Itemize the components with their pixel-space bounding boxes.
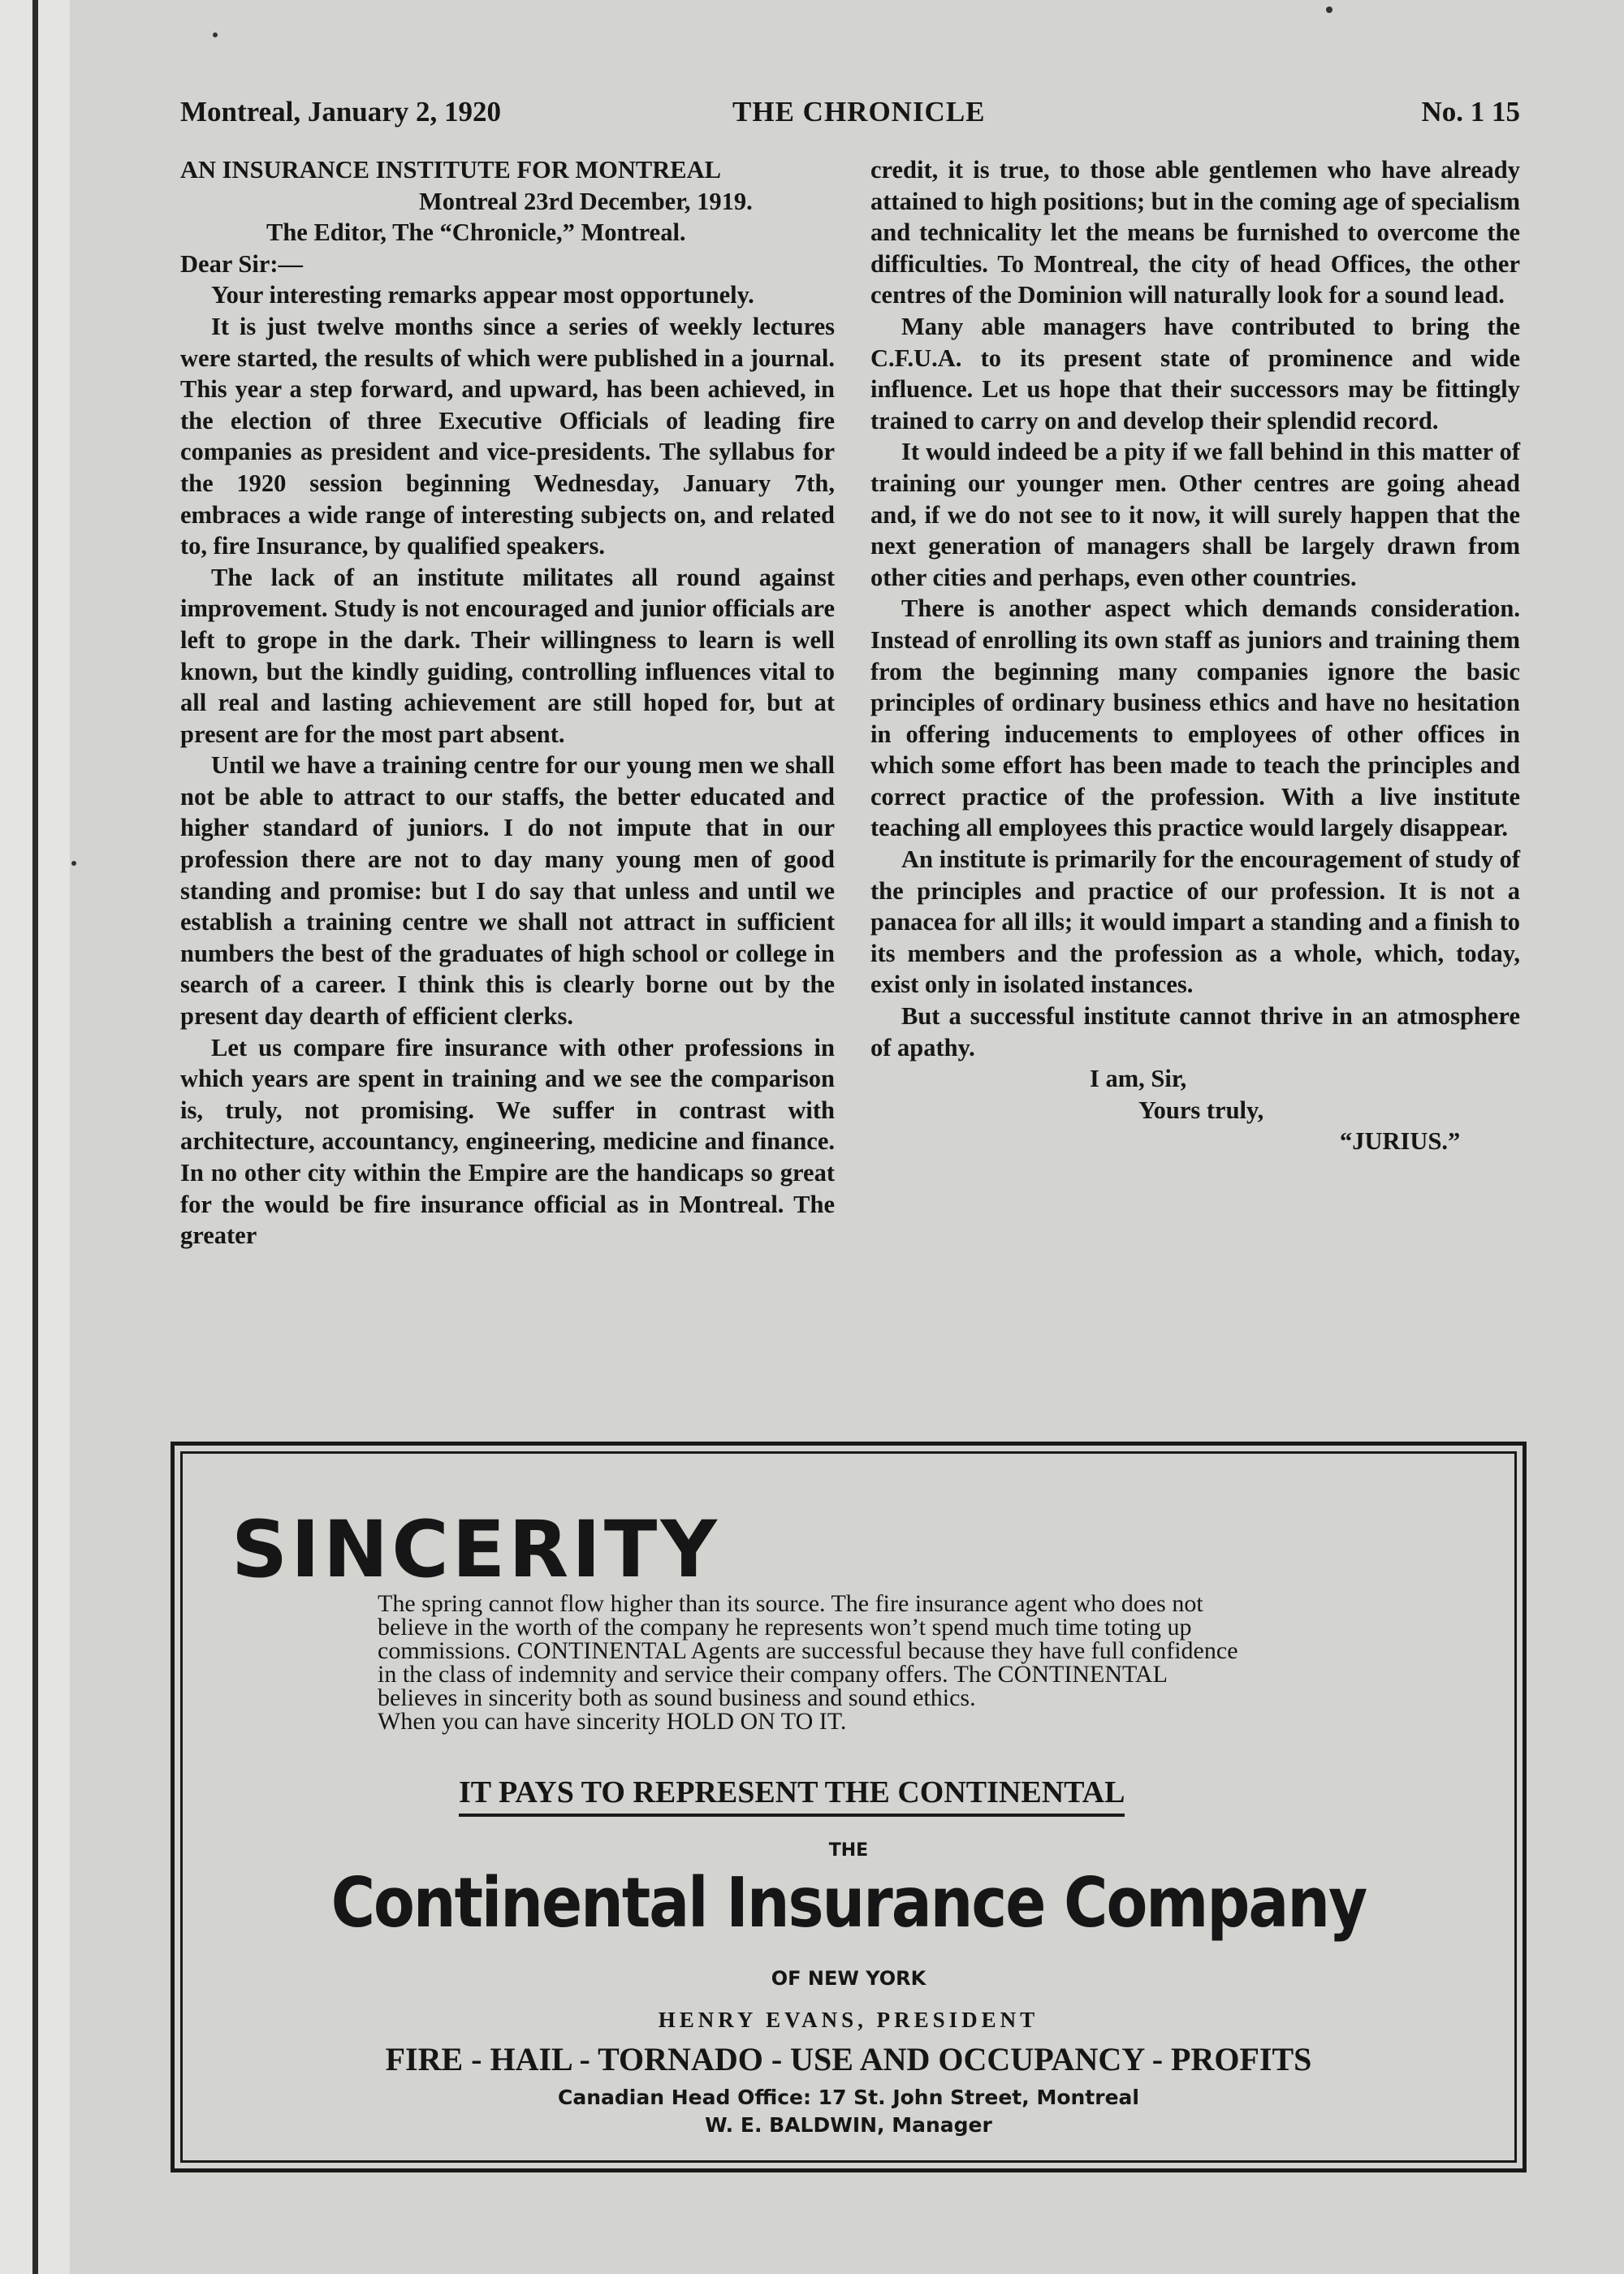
advertisement-inner-border [180, 1451, 1517, 2163]
letter-paragraph: The lack of an institute militates all round against improvement. Study is not encouraged and junior officials are left to grope in the dark. Their willingness to learn is well known, but the kindly guiding, controlling influences vital to all real and lasting achievement are still hoped for, but at present are for the most part absent. [180, 563, 835, 748]
advertisement [171, 1442, 1527, 2172]
letter-date: Montreal 23rd December, 1919. [419, 187, 753, 215]
ad-head-office: Canadian Head Office: 17 St. John Street, Montreal [558, 2086, 1139, 2109]
letter-yours: Yours truly, [1138, 1096, 1264, 1124]
letter-closing: I am, Sir, [1090, 1065, 1187, 1093]
letter-paragraph: It would indeed be a pity if we fall behind in this matter of training our younger men. Other centres are going ahead and, if we do not see to it now, it will surely happen that the next generation of managers shall be largely drawn from other cities and perhaps, even other countries. [870, 438, 1520, 591]
letter-column-right [870, 154, 1520, 1157]
ad-company-location: OF NEW YORK [771, 1967, 926, 1990]
letter-paragraph: There is another aspect which demands consideration. Instead of enrolling its own staff as juniors and training them from the beginning many companies ignore the basic principles of ordinary business ethics and have no hesitation in offering inducements to employees of other offices in which some effort has been made to teach the principles and correct practice of the profession. With a live institute teaching all employees this practice would largely disappear. [870, 594, 1520, 842]
header-page-number: No. 1 15 [1421, 96, 1520, 128]
ad-headline: SINCERITY [231, 1504, 720, 1595]
print-speck [1326, 6, 1332, 13]
letter-signoff [870, 1063, 1520, 1157]
ad-company-name: Continental Insurance Company [330, 1862, 1367, 1943]
letter-paragraph: An institute is primarily for the encouragement of study of the principles and practice of our profession. It is not a panacea for all ills; it would impart a standing and a finish to its members and the profession as a whole, which, today, exist only in isolated instances. [870, 845, 1520, 999]
letter-paragraph: Let us compare fire insurance with other professions in which years are spent in training and we see the comparison is, truly, not promising. We suffer in contrast with architecture, accountancy, engineering, medicine and finance. In no other city within the Empire are the handicaps so great for the would be fire insurance official as in Montreal. The greater [180, 1033, 835, 1250]
ad-body-line: believe in the worth of the company he represents won’t spend much time toting up [378, 1614, 1192, 1641]
ad-lines-of-business: FIRE - HAIL - TORNADO - USE AND OCCUPANCY - PROFITS [385, 2041, 1312, 2077]
ad-president: HENRY EVANS, PRESIDENT [658, 2008, 1039, 2032]
letter-paragraph: Until we have a training centre for our young men we shall not be able to attract to our staffs, the better educated and higher standard of juniors. I do not impute that in our profession there are not to day many young men of good standing and promise: but I do say that unless and until we establish a training centre we shall not attract in sufficient numbers the best of the graduates of high school or college in search of a career. I think this is clearly borne out by the present day dearth of efficient clerks. [180, 751, 835, 1031]
letter-paragraph: Your interesting remarks appear most opportunely. [211, 281, 754, 309]
header-date: Montreal, January 2, 1920 [180, 96, 502, 128]
binding-edge [32, 0, 38, 2274]
letter-paragraph: But a successful institute cannot thrive in an atmosphere of apathy. [870, 1002, 1520, 1061]
letter-title: AN INSURANCE INSTITUTE FOR MONTREAL [180, 156, 722, 184]
ad-body-line: believes in sincerity both as sound business and sound ethics. [378, 1684, 976, 1711]
ad-body-line: When you can have sincerity HOLD ON TO IT. [378, 1708, 847, 1735]
letter-paragraph: credit, it is true, to those able gentlemen who have already attained to high positions; but in the coming age of specialism and technicality let the means be furnished to overcome the difficulties. To Montreal, the city of head Offices, the other centres of the Dominion will naturally look for a sound lead. [870, 156, 1520, 309]
letter-column-left [180, 154, 835, 1252]
print-speck [71, 861, 76, 866]
letter-signature: “JURIUS.” [1340, 1127, 1461, 1156]
ad-the: THE [828, 1840, 869, 1861]
letter-salutation: Dear Sir:— [180, 249, 304, 278]
ad-body [378, 1592, 1474, 1733]
ad-body-line: in the class of indemnity and service their company offers. The CONTINENTAL [378, 1661, 1168, 1688]
letter-paragraph: It is just twelve months since a series of weekly lectures were started, the results of which were published in a journal. This year a step forward, and upward, has been achieved, in the election of three Executive Officials of leading fire companies as president and vice-presidents. The syllabus for the 1920 session beginning Wednesday, January 7th, embraces a wide range of interesting subjects on, and related to, fire Insurance, by qualified speakers. [180, 312, 835, 560]
ad-tagline: IT PAYS TO REPRESENT THE CONTINENTAL [459, 1775, 1125, 1817]
letter-addressee: The Editor, The “Chronicle,” Montreal. [266, 218, 686, 247]
letter-paragraph: Many able managers have contributed to bring the C.F.U.A. to its present state of prominence and wide influence. Let us hope that their successors may be fittingly trained to carry on and develop their splendid record. [870, 312, 1520, 434]
print-speck [213, 32, 218, 37]
running-header [180, 96, 1520, 132]
ad-body-line: commissions. CONTINENTAL Agents are successful because they have full confidence [378, 1637, 1238, 1664]
ad-body-line: The spring cannot flow higher than its source. The fire insurance agent who does not [378, 1590, 1203, 1617]
header-publication: THE CHRONICLE [732, 96, 986, 128]
ad-manager: W. E. BALDWIN, Manager [705, 2113, 992, 2137]
